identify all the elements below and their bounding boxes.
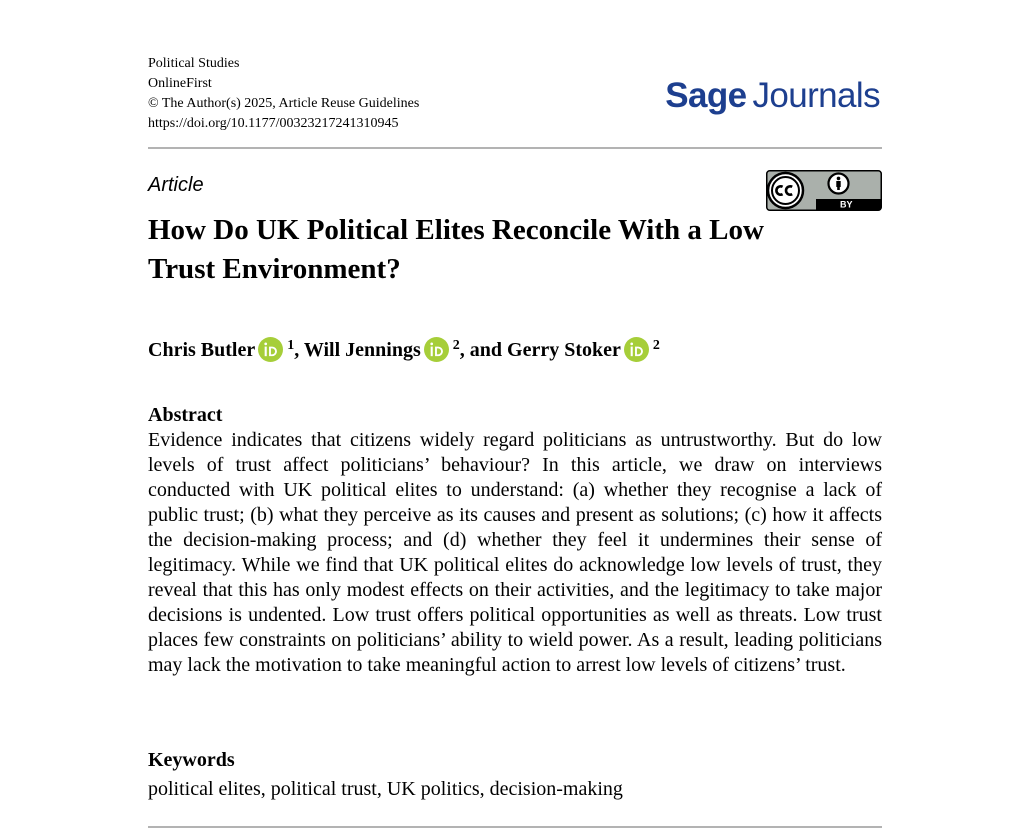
affiliation-marker[interactable]: 2 (452, 338, 460, 353)
license-label: BY (840, 199, 853, 210)
journal-name[interactable]: Political Studies (148, 56, 240, 71)
sage-journals-logo[interactable] (665, 74, 880, 118)
affiliation-marker[interactable]: 2 (652, 338, 660, 353)
publication-status: OnlineFirst (148, 76, 212, 91)
article-page (148, 0, 882, 828)
doi-link[interactable]: https://doi.org/10.1177/00323217241310945 (148, 116, 399, 131)
copyright-line[interactable]: © The Author(s) 2025, Article Reuse Guidelines (148, 96, 420, 111)
cc-by-icon[interactable] (766, 170, 882, 211)
article-type-label: Article (148, 174, 204, 196)
author-separator: , (294, 339, 304, 361)
keywords-list: political elites, political trust, UK politics, decision-making (148, 778, 623, 800)
abstract-text: Evidence indicates that citizens widely regard politicians as untrustworthy. But do low levels of trust affect politicians’ behaviour? In this article, we draw on interviews conducted with UK political elites to understand: (a) whether they recognise a lack of public trust; (b) what they perceive as its causes and present as solutions; (c) how it affects the decision-making process; and (d) whether they feel it undermines their sense of legitimacy. While we find that UK political elites do acknowledge low levels of trust, they reveal that this has only modest effects on their activities, and the legitimacy to take major decisions is undented. Low trust offers political opportunities as well as threats. Low trust places few constraints on politicians’ ability to wield power. As a result, leading politicians may lack the motivation to take meaningful action to arrest low levels of citizens’ trust. (148, 429, 882, 676)
affiliation-marker[interactable]: 1 (287, 338, 295, 353)
orcid-icon[interactable] (424, 337, 449, 362)
article-title: How Do UK Political Elites Reconcile With a Low Trust Environment? (148, 214, 764, 285)
author-list (148, 330, 660, 366)
orcid-icon[interactable] (258, 337, 283, 362)
header-divider (148, 147, 882, 149)
abstract-heading: Abstract (148, 404, 223, 426)
author-name[interactable]: Gerry Stoker (507, 339, 621, 361)
author-separator: , and (459, 339, 508, 361)
author-name[interactable]: Chris Butler (148, 339, 256, 361)
logo-word-sage: Sage (665, 76, 747, 115)
logo-word-journals: Journals (752, 76, 880, 115)
orcid-icon[interactable] (624, 337, 649, 362)
keywords-heading: Keywords (148, 749, 235, 771)
author-name[interactable]: Will Jennings (303, 339, 421, 361)
publication-info (148, 54, 419, 134)
